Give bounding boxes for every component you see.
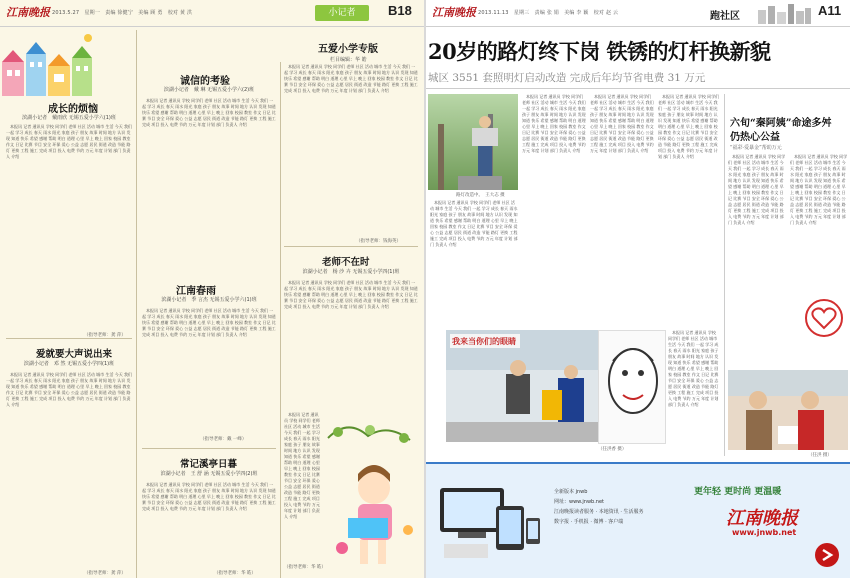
article-sign-honesty: （指导老师：钱海英） xyxy=(356,239,401,244)
photo3-caption: （任洪 摄） xyxy=(808,453,832,458)
article-body-honesty xyxy=(142,98,276,258)
ad-line-2: 网址：www.jnwb.net xyxy=(554,499,605,505)
article-sign-teacher: （指导老师：华 皓） xyxy=(284,565,326,570)
girl-reading-illustration xyxy=(318,418,422,574)
article-body-growth xyxy=(6,124,132,330)
right-masthead: 江南晚报 xyxy=(432,6,476,19)
article-body-rain xyxy=(142,308,276,434)
article-body-honesty-cont xyxy=(284,64,418,236)
article-byline-growth: 滨湖小记者 戴雨欣 无锡五爱小学六(1)班 xyxy=(22,115,116,121)
article-body-streetlight-col0 xyxy=(430,200,518,324)
article-sign-growth: （指导老师：龚 萍） xyxy=(84,333,126,338)
article-title-diary: 常记溪亭日暮 xyxy=(180,459,238,470)
article-byline-diary: 滨湖小记者 王 舒 涵 无锡五爱小学四(2)班 xyxy=(160,471,258,477)
left-masthead: 江南晚报 xyxy=(6,6,50,19)
right-header-meta: 2013.11.13 星期三 责编 张 娟 美编 李 颖 校对 赵 云 xyxy=(478,10,619,16)
arrow-circle-icon xyxy=(814,542,840,568)
ad-slogan: 更年轻 更时尚 更温暖 xyxy=(694,487,782,497)
sidebar-body-col2 xyxy=(790,154,848,294)
right-page-number: A11 xyxy=(818,3,842,18)
column-banner: 五爱小学专版 xyxy=(318,44,378,55)
left-newspaper-page xyxy=(0,0,424,578)
article-title-growth: 成长的烦恼 xyxy=(48,104,98,115)
sidebar-title: 六旬“秦阿姨”命途多舛 xyxy=(730,118,832,129)
charity-heart-logo xyxy=(804,298,844,338)
section-label-paoshequ: 跑社区 xyxy=(710,11,740,22)
houses-illustration xyxy=(2,32,94,96)
ad-line-1: 全新版本 jnwb xyxy=(554,489,588,495)
headline-rule xyxy=(426,88,850,89)
column-divider xyxy=(724,94,725,456)
article-byline-honesty: 滨湖小记者 戴 琳 无锡五爱小学六(2)班 xyxy=(163,87,255,93)
article-separator xyxy=(142,448,276,449)
column-banner-editor: 栏目编辑：华 皓 xyxy=(330,57,367,63)
article-byline-love: 滨湖小记者 邓 然 无锡五爱小学四(1)班 xyxy=(23,361,115,367)
photo-streetlight-repair xyxy=(428,94,518,190)
article-body-streetlight-col3 xyxy=(658,94,720,324)
ad-brand: 江南晚报 xyxy=(726,508,798,529)
article-sign-diary: （指导老师：华 皓） xyxy=(214,571,256,576)
article-body-teacher xyxy=(284,280,418,410)
photo-elderly-women xyxy=(728,370,848,450)
article-body-love xyxy=(6,372,132,568)
devices-illustration xyxy=(434,478,544,564)
column-divider xyxy=(136,30,137,578)
article-sign-love: （指导老师：龚 萍） xyxy=(84,571,126,576)
left-page-number: B18 xyxy=(388,3,412,18)
article-body-streetlight-col2 xyxy=(590,94,654,324)
article-title-rain: 江南春雨 xyxy=(176,286,216,297)
article-byline-rain: 滨湖小记者 季 言杰 无锡五爱小学六(1)班 xyxy=(161,297,257,303)
article-title-teacher: 老师不在时 xyxy=(322,257,370,268)
column-divider xyxy=(280,62,281,578)
photo2-caption: （任洪香 摄） xyxy=(598,447,627,452)
article-body-volunteer xyxy=(668,330,720,456)
subheadline: 城区 3551 套照明灯启动改造 完成后年均节省电费 31 万元 xyxy=(428,72,706,84)
article-body-teacher-cont xyxy=(284,412,320,562)
article-title-honesty: 诚信的考验 xyxy=(180,76,230,87)
sidebar-title-line2: 仍热心公益 xyxy=(730,132,780,143)
ad-line-4: 数字报 · 手机报 · 微博 · 客户端 xyxy=(554,519,624,525)
ad-banner xyxy=(426,462,850,578)
right-newspaper-page xyxy=(426,0,850,578)
article-body-streetlight-col1 xyxy=(522,94,586,324)
photo1-caption: 路灯改造中。 王大志 摄 xyxy=(456,193,505,198)
article-body-diary xyxy=(142,482,276,570)
article-title-love: 爱就要大声说出来 xyxy=(36,349,113,360)
photo-volunteers-street xyxy=(446,330,598,442)
photo-overlay-text: 我来当你们的眼睛 xyxy=(452,337,516,346)
right-page-header xyxy=(426,0,850,27)
headline: 20岁的路灯终下岗 铁锈的灯杆换新貌 xyxy=(428,39,771,64)
sidebar-subtitle: “福彩·爱暴金”帮助万元 xyxy=(730,145,782,151)
photo-drawing-board xyxy=(598,330,666,444)
sidebar-body-col1 xyxy=(728,154,786,354)
article-byline-teacher: 滨湖小记者 杨 沙 卉 无锡五爱小学四(1)班 xyxy=(302,269,400,275)
building-skyline-icon xyxy=(756,2,812,24)
section-tag-xiaojizhe: 小记者 xyxy=(315,5,369,21)
article-sign-rain: （指导老师：戴 一峰） xyxy=(200,437,247,442)
article-separator xyxy=(6,338,132,339)
ad-url[interactable]: www.jnwb.net xyxy=(732,528,797,537)
left-page-header xyxy=(0,0,424,27)
ad-line-3: 江南晚报读者服务 · 本地资讯 · 生活服务 xyxy=(554,509,644,515)
left-header-meta: 2013.5.27 星期一 责编 徐健宁 美编 顾 勇 校对 黄 洪 xyxy=(52,10,193,16)
article-separator xyxy=(284,246,418,247)
